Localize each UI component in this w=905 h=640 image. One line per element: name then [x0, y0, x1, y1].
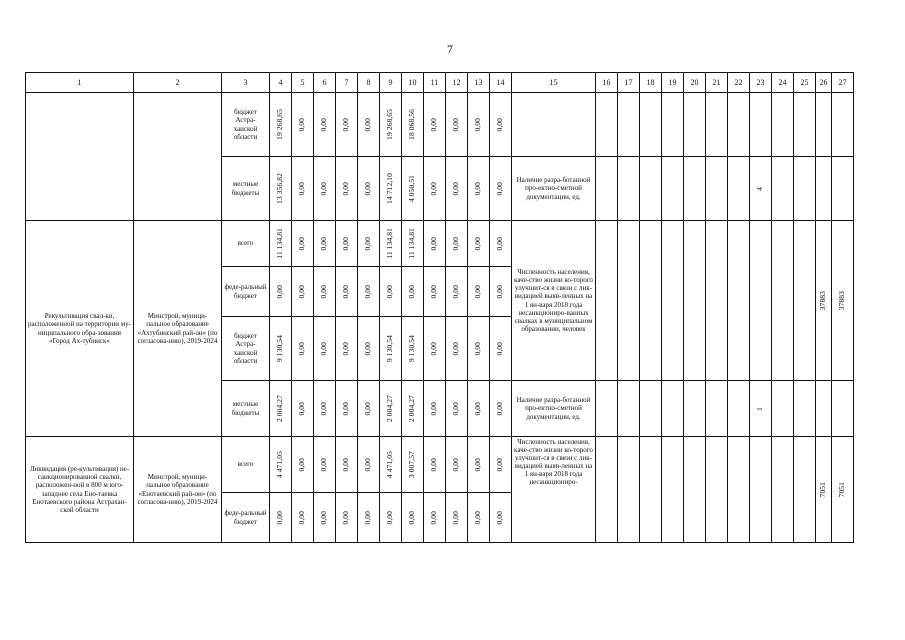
- col-header: 20: [684, 73, 706, 93]
- col-header: 16: [596, 73, 618, 93]
- value-cell: [446, 437, 468, 493]
- value-text: 4 050,51: [407, 174, 417, 203]
- measures-table: [25, 72, 854, 543]
- source-cell: всего: [222, 221, 270, 267]
- col-header: 3: [222, 73, 270, 93]
- value-text: 0,00: [363, 510, 373, 525]
- value-text: 0,00: [429, 341, 439, 356]
- value-text: 0,00: [429, 457, 439, 472]
- col-header: 23: [750, 73, 772, 93]
- value-cell: [336, 381, 358, 437]
- value-cell: [424, 317, 446, 381]
- value-text: 0,00: [341, 181, 351, 196]
- value-cell: [336, 493, 358, 543]
- value-text: 0,00: [363, 457, 373, 472]
- indicator-value: [750, 157, 772, 221]
- value-text: 4 471,05: [385, 450, 395, 479]
- value-text: 0,00: [429, 510, 439, 525]
- value-cell: [314, 493, 336, 543]
- value-cell: [292, 157, 314, 221]
- value-cell: [490, 437, 512, 493]
- value-text: 0,00: [363, 284, 373, 299]
- col-header: 17: [618, 73, 640, 93]
- value-cell: [468, 267, 490, 317]
- value-text: 0,00: [319, 510, 329, 525]
- value-cell: [380, 437, 402, 493]
- value-text: 0,00: [451, 284, 461, 299]
- header-row: [26, 73, 854, 93]
- value-text: 0,00: [297, 341, 307, 356]
- value-text: 0,00: [341, 457, 351, 472]
- value-text: 14 712,10: [385, 173, 395, 204]
- value-text: 0,00: [319, 341, 329, 356]
- value-cell: [402, 157, 424, 221]
- indicator-value-text: 7051: [818, 481, 828, 498]
- value-text: 4 471,05: [275, 450, 285, 479]
- value-cell: [358, 381, 380, 437]
- value-cell: [490, 267, 512, 317]
- value-text: 0,00: [495, 284, 505, 299]
- value-text: 0,00: [495, 117, 505, 132]
- col-header: 26: [816, 73, 832, 93]
- value-cell: [314, 381, 336, 437]
- value-text: 2 004,27: [385, 394, 395, 423]
- value-cell: [270, 437, 292, 493]
- value-text: 0,00: [341, 401, 351, 416]
- value-cell: [270, 157, 292, 221]
- value-text: 0,00: [495, 510, 505, 525]
- program-table: [25, 72, 854, 543]
- value-cell: [424, 493, 446, 543]
- table-row: [26, 437, 854, 493]
- value-cell: [270, 317, 292, 381]
- indicator-cell-empty: [512, 93, 596, 157]
- value-cell: [314, 93, 336, 157]
- value-cell: [468, 493, 490, 543]
- value-text: 0,00: [275, 284, 285, 299]
- value-text: 0,00: [363, 341, 373, 356]
- indicator-cell: Наличие разра-ботанной про-ектно-сметной документации, ед.: [512, 157, 596, 221]
- col-header: 24: [772, 73, 794, 93]
- value-cell: [490, 493, 512, 543]
- value-text: 0,00: [451, 236, 461, 251]
- value-cell: [380, 221, 402, 267]
- value-text: 0,00: [473, 284, 483, 299]
- value-cell: [446, 493, 468, 543]
- value-cell: [402, 437, 424, 493]
- value-cell: [292, 93, 314, 157]
- value-text: 0,00: [451, 181, 461, 196]
- value-text: 2 004,27: [407, 394, 417, 423]
- col-header: 14: [490, 73, 512, 93]
- value-cell: [424, 157, 446, 221]
- value-cell: [336, 221, 358, 267]
- value-text: 0,00: [429, 236, 439, 251]
- measure-executor: Минстрой, муници-пальное образование «Ахтубинский рай-он» (по согласова-нию), 2019-2024: [134, 221, 222, 437]
- value-text: 0,00: [275, 510, 285, 525]
- value-text: 0,00: [473, 401, 483, 416]
- value-cell: [446, 157, 468, 221]
- value-cell: [336, 267, 358, 317]
- value-text: 0,00: [297, 510, 307, 525]
- source-cell: бюджет Астра-ханской области: [222, 317, 270, 381]
- value-text: 18 068,56: [407, 109, 417, 140]
- value-text: 0,00: [495, 181, 505, 196]
- value-cell: [468, 437, 490, 493]
- col-header: 7: [336, 73, 358, 93]
- value-text: 0,00: [385, 510, 395, 525]
- value-cell: [446, 381, 468, 437]
- indicator-value-text: 7051: [837, 481, 847, 498]
- value-cell: [402, 317, 424, 381]
- value-text: 0,00: [451, 510, 461, 525]
- value-cell: [270, 493, 292, 543]
- value-text: 0,00: [451, 457, 461, 472]
- value-text: 3 007,57: [407, 450, 417, 479]
- col-header: 15: [512, 73, 596, 93]
- source-cell: местные бюджеты: [222, 381, 270, 437]
- col-header: 18: [640, 73, 662, 93]
- value-text: 0,00: [341, 510, 351, 525]
- value-text: 0,00: [363, 117, 373, 132]
- value-cell: [270, 267, 292, 317]
- value-text: 11 134,81: [385, 228, 395, 259]
- value-cell: [380, 157, 402, 221]
- value-cell: [402, 221, 424, 267]
- value-cell: [358, 93, 380, 157]
- value-text: 0,00: [341, 236, 351, 251]
- indicator-value: [832, 437, 854, 543]
- value-cell: [468, 221, 490, 267]
- value-text: 2 004,27: [275, 394, 285, 423]
- indicator-value: [832, 221, 854, 381]
- source-cell: местные бюджеты: [222, 157, 270, 221]
- value-text: 19 268,65: [385, 109, 395, 140]
- value-text: 0,00: [429, 401, 439, 416]
- value-cell: [380, 493, 402, 543]
- value-text: 13 356,82: [275, 173, 285, 204]
- value-cell: [314, 267, 336, 317]
- value-text: 0,00: [407, 510, 417, 525]
- value-cell: [336, 93, 358, 157]
- value-text: 0,00: [473, 236, 483, 251]
- value-cell: [314, 221, 336, 267]
- indicator-cell: Численность населения, каче-ство жизни ко-торого улучшит-ся в связи с лик-видацией выяв-ленных на 1 ян-варя 2018 года несанкциониро-ванных свалках в муниципальном образовании, человек: [512, 221, 596, 381]
- source-cell: феде-ральный бюджет: [222, 267, 270, 317]
- value-cell: [358, 437, 380, 493]
- value-cell: [468, 381, 490, 437]
- value-text: 0,00: [429, 117, 439, 132]
- measure-name: Ликвидация (ре-культивация) не-санкционированной свалки, расположен-ной в 800 м юго-западнее села Ено-таевка Енотаевского района Астрахан-ской области: [26, 437, 134, 543]
- col-header: 2: [134, 73, 222, 93]
- col-header: 10: [402, 73, 424, 93]
- value-cell: [490, 317, 512, 381]
- value-cell: [490, 157, 512, 221]
- value-text: 0,00: [473, 341, 483, 356]
- value-text: 0,00: [297, 181, 307, 196]
- col-header: 27: [832, 73, 854, 93]
- value-text: 0,00: [363, 401, 373, 416]
- value-cell: [358, 493, 380, 543]
- value-cell: [292, 317, 314, 381]
- value-text: 0,00: [341, 117, 351, 132]
- value-cell: [270, 381, 292, 437]
- col-header: 19: [662, 73, 684, 93]
- value-cell: [380, 317, 402, 381]
- source-cell: бюджет Астра-ханской области: [222, 93, 270, 157]
- measure-name: Рекультивация свал-ки, расположенной на территории му-ниципального обра-зования «Город Ах-тубинск»: [26, 221, 134, 437]
- value-text: 0,00: [319, 457, 329, 472]
- value-cell: [446, 317, 468, 381]
- source-cell: всего: [222, 437, 270, 493]
- value-text: 0,00: [297, 117, 307, 132]
- value-cell: [314, 317, 336, 381]
- value-cell: [292, 221, 314, 267]
- value-cell: [468, 317, 490, 381]
- value-text: 0,00: [429, 181, 439, 196]
- col-header: 8: [358, 73, 380, 93]
- value-text: 0,00: [451, 117, 461, 132]
- indicator-cell: Численность населения, каче-ство жизни ко-торого улучшит-ся в связи с лик-видацией выяв-ленных на 1 ян-варя 2018 года несанкциониро-: [512, 437, 596, 543]
- value-cell: [380, 93, 402, 157]
- indicator-value-text: 37883: [818, 290, 828, 311]
- col-header: 25: [794, 73, 816, 93]
- value-cell: [270, 221, 292, 267]
- value-cell: [402, 267, 424, 317]
- value-text: 9 130,54: [407, 334, 417, 363]
- measure-executor: Минстрой, муници-пальное образование «Енотаевский рай-он» (по согласова-нию), 2019-2024: [134, 437, 222, 543]
- value-cell: [446, 221, 468, 267]
- value-cell: [424, 437, 446, 493]
- value-cell: [446, 267, 468, 317]
- value-text: 0,00: [363, 236, 373, 251]
- col-header: 21: [706, 73, 728, 93]
- indicator-value: [750, 381, 772, 437]
- value-text: 0,00: [473, 117, 483, 132]
- value-cell: [424, 93, 446, 157]
- value-cell: [292, 267, 314, 317]
- col-header: 5: [292, 73, 314, 93]
- value-cell: [380, 381, 402, 437]
- value-cell: [424, 221, 446, 267]
- value-cell: [446, 93, 468, 157]
- value-text: 0,00: [319, 284, 329, 299]
- value-cell: [292, 437, 314, 493]
- col-header: 11: [424, 73, 446, 93]
- value-text: 0,00: [451, 401, 461, 416]
- value-cell: [402, 493, 424, 543]
- measure-cell-empty: [26, 93, 134, 221]
- value-cell: [336, 157, 358, 221]
- value-cell: [358, 317, 380, 381]
- value-cell: [314, 437, 336, 493]
- value-text: 0,00: [341, 284, 351, 299]
- value-text: 0,00: [451, 341, 461, 356]
- value-text: 0,00: [495, 341, 505, 356]
- value-cell: [270, 93, 292, 157]
- value-cell: [490, 221, 512, 267]
- value-text: 0,00: [385, 284, 395, 299]
- value-cell: [336, 317, 358, 381]
- value-text: 0,00: [473, 510, 483, 525]
- value-cell: [336, 437, 358, 493]
- value-text: 0,00: [495, 401, 505, 416]
- value-cell: [292, 493, 314, 543]
- value-text: 0,00: [407, 284, 417, 299]
- value-text: 9 130,54: [385, 334, 395, 363]
- value-text: 0,00: [297, 284, 307, 299]
- value-cell: [424, 381, 446, 437]
- value-text: 0,00: [495, 236, 505, 251]
- value-text: 0,00: [319, 117, 329, 132]
- value-cell: [402, 93, 424, 157]
- value-text: 0,00: [319, 401, 329, 416]
- value-text: 11 134,81: [407, 228, 417, 259]
- value-text: 0,00: [429, 284, 439, 299]
- value-cell: [358, 267, 380, 317]
- executor-cell-empty: [134, 93, 222, 221]
- source-cell: феде-ральный бюджет: [222, 493, 270, 543]
- value-cell: [424, 267, 446, 317]
- value-cell: [358, 221, 380, 267]
- value-cell: [490, 93, 512, 157]
- value-cell: [380, 267, 402, 317]
- value-cell: [490, 381, 512, 437]
- value-text: 11 134,81: [275, 228, 285, 259]
- indicator-value: [816, 437, 832, 543]
- value-cell: [358, 157, 380, 221]
- col-header: 22: [728, 73, 750, 93]
- indicator-value-text: 4: [755, 186, 765, 191]
- value-text: 0,00: [363, 181, 373, 196]
- value-text: 0,00: [297, 236, 307, 251]
- value-text: 0,00: [341, 341, 351, 356]
- col-header: 9: [380, 73, 402, 93]
- col-header: 12: [446, 73, 468, 93]
- table-row: [26, 93, 854, 157]
- indicator-cell: Наличие разра-ботанной про-ектно-сметной документации, ед.: [512, 381, 596, 437]
- col-header: 6: [314, 73, 336, 93]
- indicator-value-text: 37883: [837, 290, 847, 311]
- col-header: 1: [26, 73, 134, 93]
- value-text: 0,00: [473, 181, 483, 196]
- value-text: 19 268,65: [275, 109, 285, 140]
- value-text: 0,00: [297, 457, 307, 472]
- value-cell: [468, 157, 490, 221]
- value-text: 0,00: [319, 236, 329, 251]
- value-cell: [292, 381, 314, 437]
- value-text: 0,00: [473, 457, 483, 472]
- col-header: 13: [468, 73, 490, 93]
- indicator-value-text: 1: [755, 406, 765, 411]
- table-row: [26, 221, 854, 267]
- value-cell: [402, 381, 424, 437]
- value-text: 9 130,54: [275, 334, 285, 363]
- value-text: 0,00: [297, 401, 307, 416]
- indicator-value: [816, 221, 832, 381]
- value-cell: [314, 157, 336, 221]
- value-cell: [468, 93, 490, 157]
- page-number: 7: [447, 42, 453, 56]
- value-text: 0,00: [495, 457, 505, 472]
- value-text: 0,00: [319, 181, 329, 196]
- col-header: 4: [270, 73, 292, 93]
